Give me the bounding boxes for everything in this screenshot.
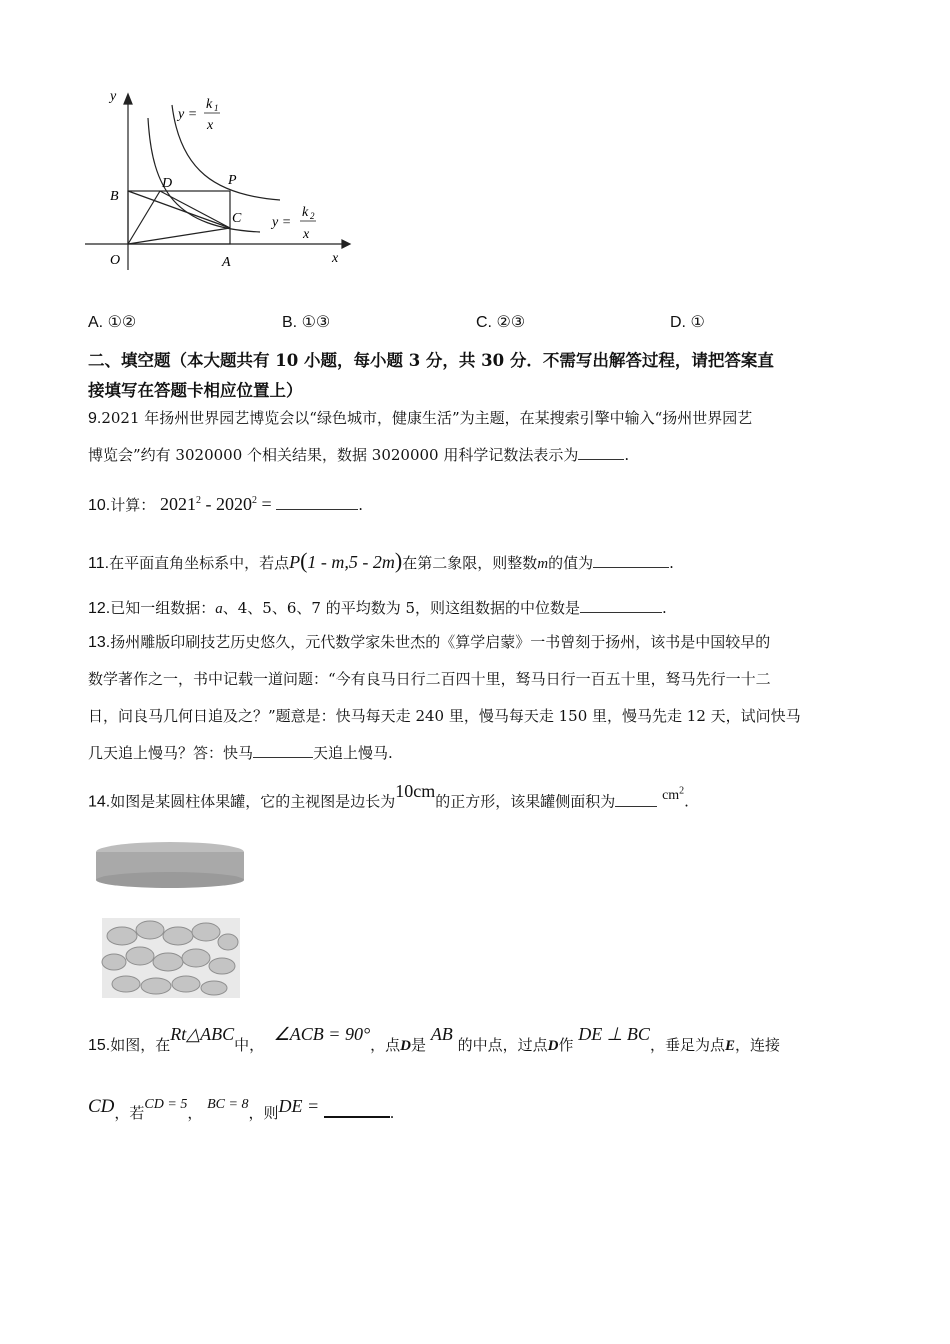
option-a: A. ①② (88, 314, 137, 331)
question-11: 11.在平面直角坐标系中，若点P(1 - m,5 - 2m)在第二象限，则整数m的值为 . (88, 548, 674, 573)
svg-text:1: 1 (214, 103, 219, 113)
label-y: y (110, 89, 117, 104)
question-13: 13.扬州雕版印刷技艺历史悠久，元代数学家朱世杰的《算学启蒙》一书曾刻于扬州，该书是中国较早的 数学著作之一，书中记载一道问题：“今有良马日行二百四十里，驽马日行一百五十里，驽马先行一十二 日，问良马几何日追及之？”题意是：快马每天走 240 里，慢马每天走 150 里，慢马先走 12 天，试问快马 几天追上慢马？答：快马 天追上慢马. (88, 633, 801, 762)
option-b: B. ①③ (282, 314, 331, 331)
x-axis-arrow (342, 240, 350, 248)
section-heading: 二、填空题（本大题共有 10 小题，每小题 3 分，共 30 分．不需写出解答过程，请把答案直 接填写在答题卡相应位置上） (88, 351, 774, 400)
svg-text:x: x (303, 227, 310, 242)
question-14: 14.如图是某圆柱体果罐，它的主视图是边长为10cm的正方形，该果罐侧面积为 $cm^2$. (88, 780, 689, 811)
question-12: 12.已知一组数据：a、4、5、6、7 的平均数为 5，则这组数据的中位数是 . (88, 599, 667, 617)
y-axis-arrow (124, 94, 132, 104)
label-x: x (332, 251, 339, 266)
curve-label-k2 (270, 205, 316, 242)
svg-text:k: k (206, 97, 213, 112)
label-c: C (232, 211, 242, 226)
coordinate-figure (80, 80, 355, 275)
label-a: A (222, 255, 231, 270)
label-o: O (110, 253, 121, 268)
curve-label-k1 (176, 97, 220, 133)
question-9: 9.2021 年扬州世界园艺博览会以“绿色城市，健康生活”为主题，在某搜索引擎中输入“扬州世界园艺 博览会”约有 3020000 个相关结果，数据 3020000 用科学记数法表示为 . (88, 409, 753, 464)
label-b: B (110, 189, 119, 204)
svg-text:x: x (207, 118, 214, 133)
fruit-jar-image (96, 838, 246, 1002)
option-d: D. ① (670, 314, 705, 331)
option-c: C. ②③ (476, 314, 526, 331)
question-15-line2: CD，若CD = 5， BC = 8，则DE = . (88, 1096, 395, 1122)
label-p: P (228, 173, 237, 188)
svg-text:2: 2 (310, 211, 315, 221)
question-15-line1: 15.如图，在Rt△ABC中， ∠ACB = 90°，点D是 AB 的中点，过点D作 DE ⊥ BC，垂足为点E，连接 (88, 1024, 780, 1054)
svg-text:y =: y = (178, 107, 198, 122)
label-d: D (162, 176, 173, 191)
svg-text:k: k (302, 205, 309, 220)
question-10: 10.计算： $2021^2 - 2020^2$ = . (88, 494, 363, 514)
svg-text:y =: y = (272, 215, 292, 230)
